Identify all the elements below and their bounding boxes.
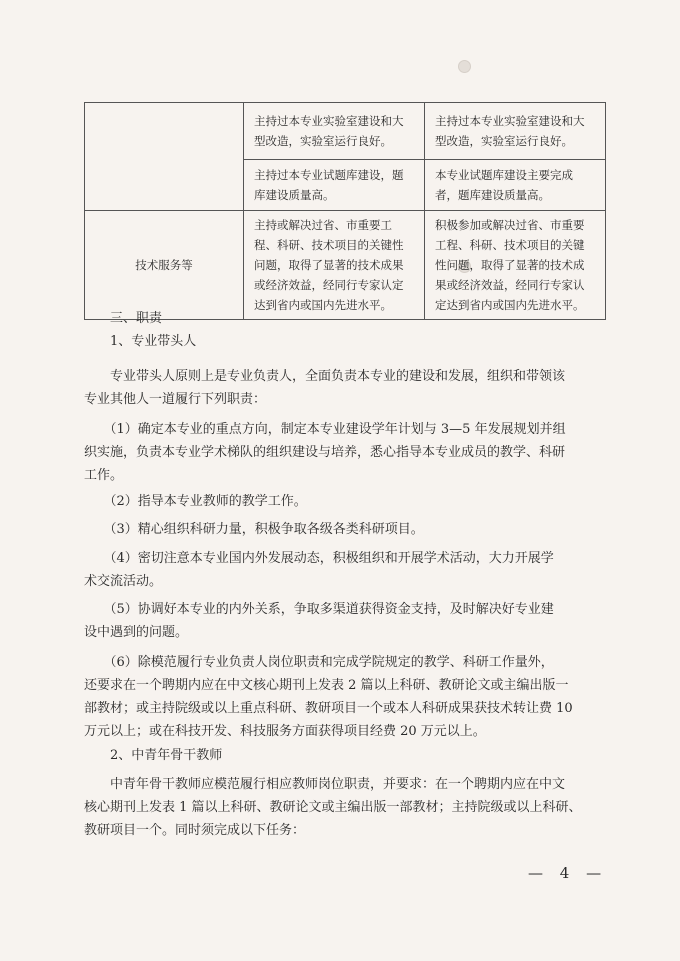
text-line: （2）指导本专业教师的教学工作。 bbox=[103, 494, 307, 509]
table-label-cell bbox=[85, 103, 244, 211]
text-line: 工作。 bbox=[84, 468, 124, 483]
text-line: 部教材；或主持院级或以上重点科研、教研项目一个或本人科研成果获技术转让费 10 bbox=[84, 701, 573, 716]
requirements-table bbox=[84, 102, 606, 320]
table-label-cell: 技术服务等 bbox=[85, 211, 244, 320]
page-number: — 4 — bbox=[528, 864, 608, 882]
text-line: 术交流活动。 bbox=[84, 574, 163, 589]
text-line: 中青年骨干教师应模范履行相应教师岗位职责，并要求：在一个聘期内应在中文 bbox=[110, 777, 566, 792]
table-row bbox=[85, 211, 606, 320]
text-line: 专业其他人一道履行下列职责： bbox=[84, 392, 267, 407]
paragraph-item-2 bbox=[84, 490, 604, 513]
text-line: 教研项目一个。同时须完成以下任务： bbox=[84, 823, 306, 838]
table-cell: 主持过本专业实验室建设和大型改造，实验室运行良好。 bbox=[425, 103, 606, 160]
text-line: 核心期刊上发表 1 篇以上科研、教研论文或主编出版一部教材；主持院级或以上科研、 bbox=[84, 800, 582, 815]
text-line: 还要求在一个聘期内应在中文核心期刊上发表 2 篇以上科研、教研论文或主编出版一 bbox=[84, 678, 569, 693]
text-line: 专业带头人原则上是专业负责人，全面负责本专业的建设和发展，组织和带领该 bbox=[110, 369, 566, 384]
section-heading-block bbox=[84, 307, 604, 353]
table-cell: 本专业试题库建设主要完成者，题库建设质量高。 bbox=[425, 160, 606, 211]
table-cell: 主持过本专业试题库建设，题库建设质量高。 bbox=[244, 160, 425, 211]
paragraph-sub2-intro bbox=[84, 773, 604, 842]
table-cell: 主持或解决过省、市重要工程、科研、技术项目的关键性问题，取得了显著的技术成果或经济效益，经同行专家认定达到省内或国内先进水平。 bbox=[244, 211, 425, 320]
table-cell: 主持过本专业实验室建设和大型改造，实验室运行良好。 bbox=[244, 103, 425, 160]
paragraph-intro bbox=[84, 365, 604, 411]
table-cell: 积极参加或解决过省、市重要工程、科研、技术项目的关键性问题，取得了显著的技术成果或经济效益，经同行专家认定达到省内或国内先进水平。 bbox=[425, 211, 606, 320]
text-line: 织实施，负责本专业学术梯队的组织建设与培养，悉心指导本专业成员的教学、科研 bbox=[84, 445, 566, 460]
paragraph-item-3 bbox=[84, 518, 604, 541]
punch-hole bbox=[458, 60, 471, 73]
subsection-2-title-block bbox=[84, 744, 604, 767]
text-line: 设中遇到的问题。 bbox=[84, 625, 189, 640]
subsection-title: 2、中青年骨干教师 bbox=[110, 748, 223, 763]
table-row bbox=[85, 103, 606, 160]
text-line: （5）协调好本专业的内外关系，争取多渠道获得资金支持，及时解决好专业建 bbox=[103, 602, 554, 617]
paragraph-item-6 bbox=[84, 651, 604, 743]
text-line: 万元以上；或在科技开发、科技服务方面获得项目经费 20 万元以上。 bbox=[84, 724, 486, 739]
section-heading: 三、职责 bbox=[110, 311, 163, 326]
paragraph-item-4 bbox=[84, 547, 604, 593]
paragraph-item-5 bbox=[84, 598, 604, 644]
subsection-title: 1、专业带头人 bbox=[110, 334, 197, 349]
text-line: （6）除模范履行专业负责人岗位职责和完成学院规定的教学、科研工作量外， bbox=[103, 655, 554, 670]
text-line: （3）精心组织科研力量，积极争取各级各类科研项目。 bbox=[103, 522, 424, 537]
text-line: （1）确定本专业的重点方向，制定本专业建设学年计划与 3—5 年发展规划并组 bbox=[103, 422, 566, 437]
paragraph-item-1 bbox=[84, 418, 604, 487]
text-line: （4）密切注意本专业国内外发展动态，积极组织和开展学术活动，大力开展学 bbox=[103, 551, 554, 566]
